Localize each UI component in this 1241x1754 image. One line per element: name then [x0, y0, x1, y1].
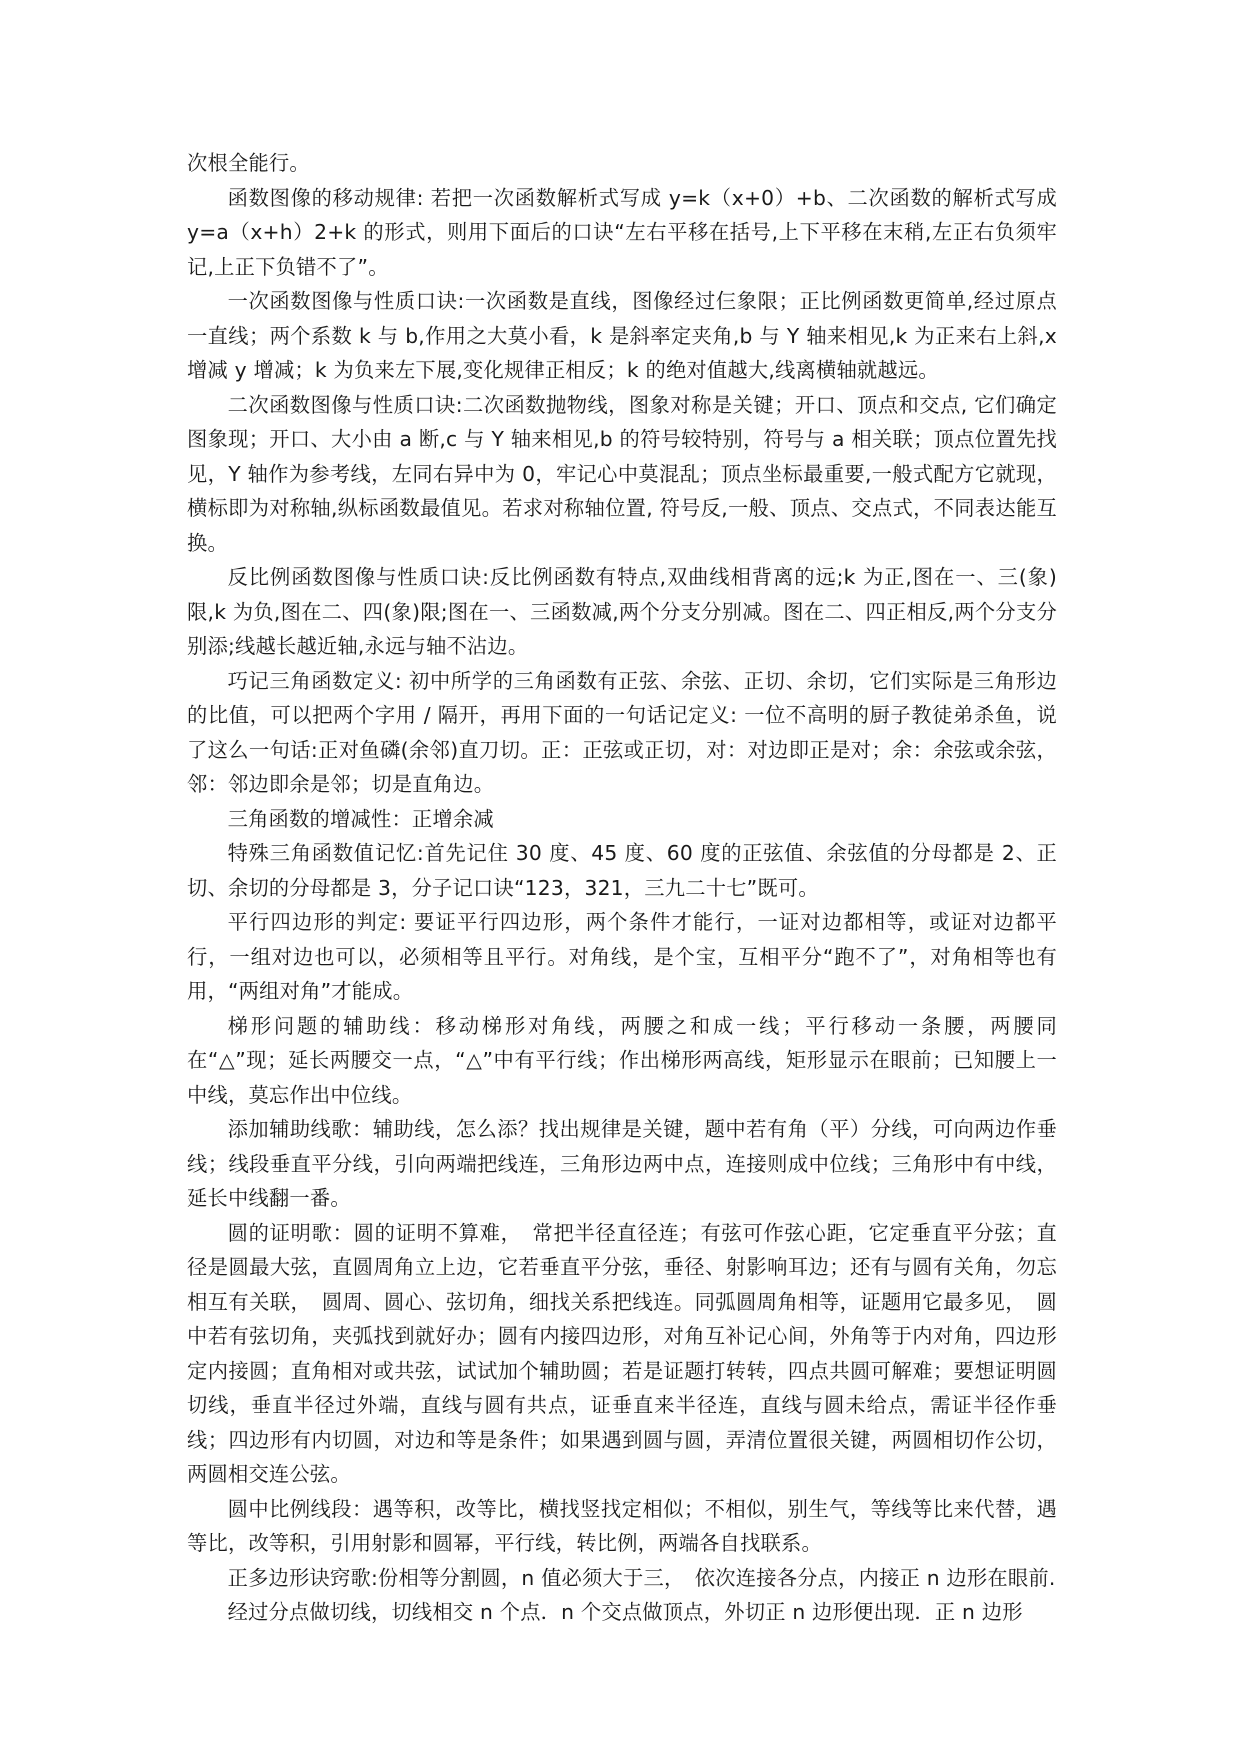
paragraph-special-trig-values: 特殊三角函数值记忆:首先记住 30 度、45 度、60 度的正弦值、余弦值的分母都是 2、正切、余切的分母都是 3，分子记口诀“123，321，三九二十七”既可。 [187, 841, 1057, 900]
paragraph-linear-function: 一次函数图像与性质口诀:一次函数是直线，图像经过仨象限；正比例函数更简单,经过原点一直线；两个系数 k 与 b,作用之大莫小看，k 是斜率定夹角,b 与 Y 轴来相见,k 为正来右上斜,x 增减 y 增减；k 为负来左下展,变化规律正相反；k 的绝对值越大,线离横轴就越远。 [187, 289, 1057, 382]
paragraph-regular-polygon: 正多边形诀窍歌:份相等分割圆，n 值必须大于三， 依次连接各分点，内接正 n 边形在眼前. [227, 1565, 1056, 1590]
paragraph-continuation: 次根全能行。 [187, 151, 310, 175]
paragraph-parallelogram: 平行四边形的判定: 要证平行四边形，两个条件才能行，一证对边都相等，或证对边都平行，一组对边也可以，必须相等且平行。对角线，是个宝，互相平分“跑不了”，对角相等也有用，“两组对角”才能成。 [187, 910, 1057, 1003]
paragraph-trapezoid: 梯形问题的辅助线：移动梯形对角线，两腰之和成一线；平行移动一条腰，两腰同在“△”现；延长两腰交一点，“△”中有平行线；作出梯形两高线，矩形显示在眼前；已知腰上一中线，莫忘作出中位线。 [187, 1013, 1057, 1107]
paragraph-trig-definition: 巧记三角函数定义: 初中所学的三角函数有正弦、余弦、正切、余切，它们实际是三角形边的比值，可以把两个字用 / 隔开，再用下面的一句话记定义: 一位不高明的厨子教徒弟杀鱼，说了这么一句话:正对鱼磷(余邻)直刀切。正：正弦或正切，对：对边即正是对；余：余弦或余弦，邻：邻边即余是邻；切是直角边。 [187, 668, 1057, 796]
paragraph-circle-proportion: 圆中比例线段：遇等积，改等比，横找竖找定相似；不相似，别生气，等线等比来代替，遇等比，改等积，引用射影和圆幂，平行线，转比例，两端各自找联系。 [187, 1496, 1057, 1555]
paragraph-auxiliary-lines: 添加辅助线歌：辅助线，怎么添？找出规律是关键，题中若有角（平）分线，可向两边作垂线；线段垂直平分线，引向两端把线连，三角形边两中点，连接则成中位线；三角形中有中线，延长中线翻一番。 [187, 1117, 1057, 1210]
paragraph-tangent-polygon: 经过分点做切线，切线相交 n 个点．n 个交点做顶点，外切正 n 边形便出现．正 n 边形 [227, 1600, 1023, 1624]
paragraph-inverse-proportion: 反比例函数图像与性质口诀:反比例函数有特点,双曲线相背离的远;k 为正,图在一、三(象)限,k 为负,图在二、四(象)限;图在一、三函数减,两个分支分别减。图在二、四正相反,两个分支分别添;线越长越近轴,永远与轴不沾边。 [187, 565, 1057, 658]
document-page [187, 146, 1057, 1630]
paragraph-function-graph-shift: 函数图像的移动规律: 若把一次函数解析式写成 y=k（x+0）+b、二次函数的解析式写成 y=a（x+h）2+k 的形式，则用下面后的口诀“左右平移在括号,上下平移在末稍,左正右负须牢记,上正下负错不了”。 [187, 185, 1057, 279]
paragraph-quadratic-function: 二次函数图像与性质口诀:二次函数抛物线，图象对称是关键；开口、顶点和交点, 它们确定图象现；开口、大小由 a 断,c 与 Y 轴来相见,b 的符号较特别，符号与 a 相关联；顶点位置先找见，Y 轴作为参考线，左同右异中为 0，牢记心中莫混乱；顶点坐标最重要,一般式配方它就现，横标即为对称轴,纵标函数最值见。若求对称轴位置, 符号反,一般、顶点、交点式，不同表达能互换。 [187, 392, 1057, 555]
paragraph-circle-proof: 圆的证明歌：圆的证明不算难， 常把半径直径连；有弦可作弦心距，它定垂直平分弦；直径是圆最大弦，直圆周角立上边，它若垂直平分弦，垂径、射影响耳边；还有与圆有关角，勿忘相互有关联， 圆周、圆心、弦切角，细找关系把线连。同弧圆周角相等，证题用它最多见， 圆中若有弦切角，夹弧找到就好办；圆有内接四边形，对角互补记心间，外角等于内对角，四边形定内接圆；直角相对或共弦，试试加个辅助圆；若是证题打转转，四点共圆可解难；要想证明圆切线，垂直半径过外端，直线与圆有共点，证垂直来半径连，直线与圆未给点，需证半径作垂线；四边形有内切圆，对边和等是条件；如果遇到圆与圆，弄清位置很关键，两圆相切作公切，两圆相交连公弦。 [187, 1220, 1057, 1486]
paragraph-trig-monotonicity: 三角函数的增减性：正增余减 [227, 806, 494, 831]
